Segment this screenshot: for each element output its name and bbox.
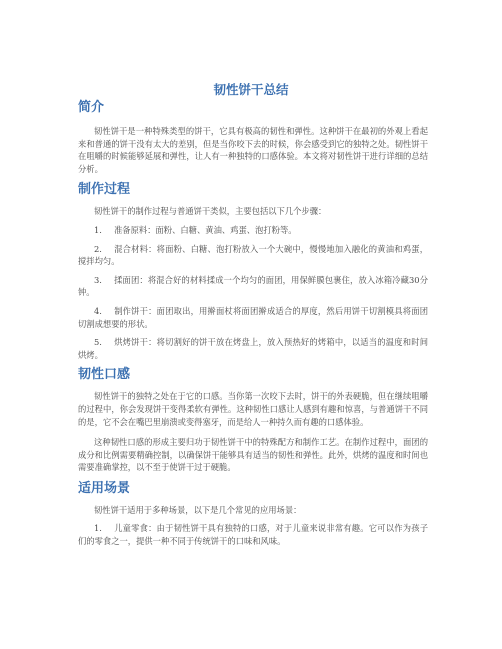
list-number: 3. [94, 274, 102, 285]
list-item [78, 224, 428, 237]
section-scenarios [78, 480, 428, 548]
section-heading: 制作过程 [78, 182, 131, 198]
section-heading: 适用场景 [78, 480, 131, 496]
list-number: 1. [94, 224, 102, 235]
section-heading: 韧性口感 [78, 367, 131, 383]
list-text: 儿童零食：由于韧性饼干具有独特的口感，对于儿童来说非常有趣。它可以作为孩子们的零食之一，提供一种不同于传统饼干的口味和风味。 [78, 523, 428, 547]
list-item [78, 305, 428, 330]
list-text: 制作饼干：面团取出，用擀面杖将面团擀成适合的厚度，然后用饼干切割模具将面团切割成想要的形状。 [78, 305, 428, 329]
paragraph: 韧性饼干是一种特殊类型的饼干，它具有极高的韧性和弹性。这种饼干在最初的外观上看起来和普通的饼干没有太大的差别，但是当你咬下去的时候，你会感受到它的独特之处。韧性饼干在咀嚼的时候能够延展和弹性，让人有一种独特的口感体验。本文将对韧性饼干进行详细的总结分析。 [78, 126, 428, 174]
section-intro [78, 99, 428, 175]
paragraph: 韧性饼干的制作过程与普通饼干类似，主要包括以下几个步骤： [94, 206, 327, 217]
list-number: 5. [94, 337, 102, 348]
list-text: 烘烤饼干：将切割好的饼干放在烤盘上，放入预热好的烤箱中，以适当的温度和时间烘烤。 [78, 337, 428, 360]
paragraph: 这种韧性口感的形成主要归功于韧性饼干中的特殊配方和制作工艺。在制作过程中，面团的成分和比例需要精确控制，以确保饼干能够具有适当的韧性和弹性。此外，烘烤的温度和时间也需要准确掌控，以不至于使饼干过于硬脆。 [78, 437, 428, 473]
paragraph: 韧性饼干适用于多种场景，以下是几个常见的应用场景： [94, 504, 302, 515]
list-text: 准备原料：面粉、白糖、黄油、鸡蛋、泡打粉等。 [114, 224, 297, 235]
list-number: 1. [94, 523, 102, 534]
section-heading: 简介 [78, 100, 105, 115]
list-item [78, 274, 428, 299]
paragraph: 韧性饼干的独特之处在于它的口感。当你第一次咬下去时，饼干的外表硬脆，但在继续咀嚼的过程中，你会发现饼干变得柔软有弹性。这种韧性口感让人感到有趣和惊喜，与普通饼干不同的是，它不会在嘴巴里崩溃或变得塞牙，而是给人一种持久而有趣的口感体验。 [78, 391, 428, 427]
list-item [78, 336, 428, 361]
list-number: 4. [94, 305, 102, 316]
document-body [78, 99, 428, 548]
list-text: 揉面团：将混合好的材料揉成一个均匀的面团，用保鲜膜包裹住，放入冰箱冷藏30分钟。 [78, 274, 428, 298]
list-item [78, 522, 428, 547]
list-number: 2. [94, 243, 102, 254]
document-title: 韧性饼干总结 [213, 82, 289, 97]
list-text: 混合材料：将面粉、白糖、泡打粉放入一个大碗中，慢慢地加入融化的黄油和鸡蛋，搅拌均匀。 [78, 243, 428, 267]
list-item [78, 243, 428, 268]
section-texture [78, 366, 428, 474]
section-process [78, 181, 428, 361]
